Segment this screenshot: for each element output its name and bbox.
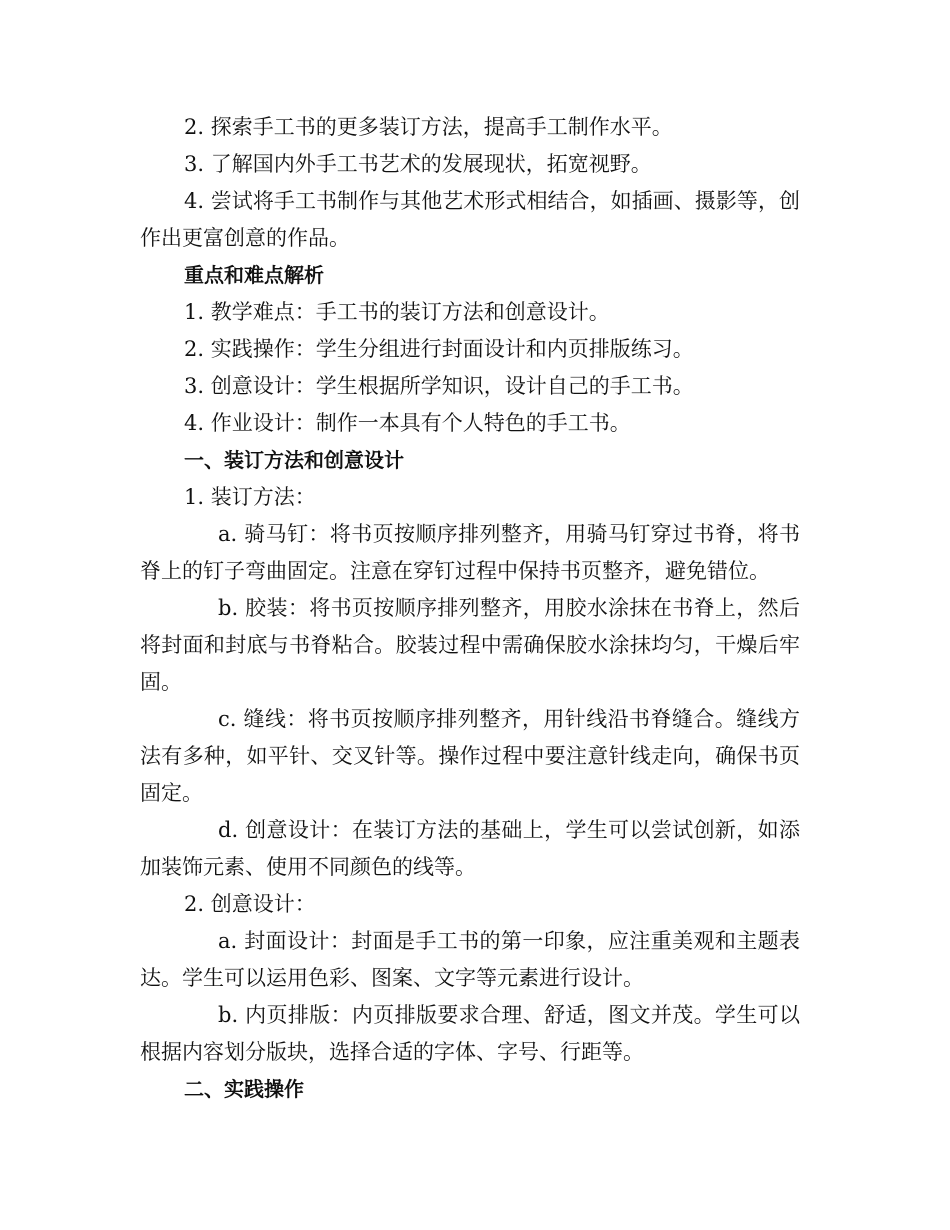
sub-list-item: a. 骑马钉：将书页按顺序排列整齐，用骑马钉穿过书脊，将书脊上的钉子弯曲固定。注意在穿钉过程中保持书页整齐，避免错位。 (140, 522, 800, 583)
section-heading: 二、实践操作 (184, 1077, 304, 1101)
sub-list-item: b. 内页排版：内页排版要求合理、舒适，图文并茂。学生可以根据内容划分版块，选择合适的字体、字号、行距等。 (140, 1003, 800, 1064)
list-item: 2. 探索手工书的更多装订方法，提高手工制作水平。 (184, 115, 673, 139)
list-item: 1. 教学难点：手工书的装订方法和创意设计。 (184, 300, 610, 324)
section-heading: 一、装订方法和创意设计 (184, 448, 404, 472)
sub-list-item: a. 封面设计：封面是手工书的第一印象，应注重美观和主题表达。学生可以运用色彩、图案、文字等元素进行设计。 (140, 929, 800, 990)
sub-list-item: b. 胶装：将书页按顺序排列整齐，用胶水涂抹在书脊上，然后将封面和封底与书脊粘合。胶装过程中需确保胶水涂抹均匀，干燥后牢固。 (140, 596, 800, 694)
list-item: 3. 了解国内外手工书艺术的发展现状，拓宽视野。 (184, 152, 652, 176)
list-item: 2. 实践操作：学生分组进行封面设计和内页排版练习。 (184, 337, 694, 361)
section-heading: 重点和难点解析 (184, 263, 324, 287)
sub-list-item: c. 缝线：将书页按顺序排列整齐，用针线沿书脊缝合。缝线方法有多种，如平针、交叉针等。操作过程中要注意针线走向，确保书页固定。 (140, 707, 800, 805)
list-item: 3. 创意设计：学生根据所学知识，设计自己的手工书。 (184, 374, 694, 398)
sub-list-item: d. 创意设计：在装订方法的基础上，学生可以尝试创新，如添加装饰元素、使用不同颜色的线等。 (140, 818, 800, 879)
list-item: 1. 装订方法： (184, 485, 316, 509)
list-item: 4. 尝试将手工书制作与其他艺术形式相结合，如插画、摄影等，创作出更富创意的作品。 (140, 189, 800, 250)
list-item: 2. 创意设计： (184, 892, 316, 916)
list-item: 4. 作业设计：制作一本具有个人特色的手工书。 (184, 411, 631, 435)
